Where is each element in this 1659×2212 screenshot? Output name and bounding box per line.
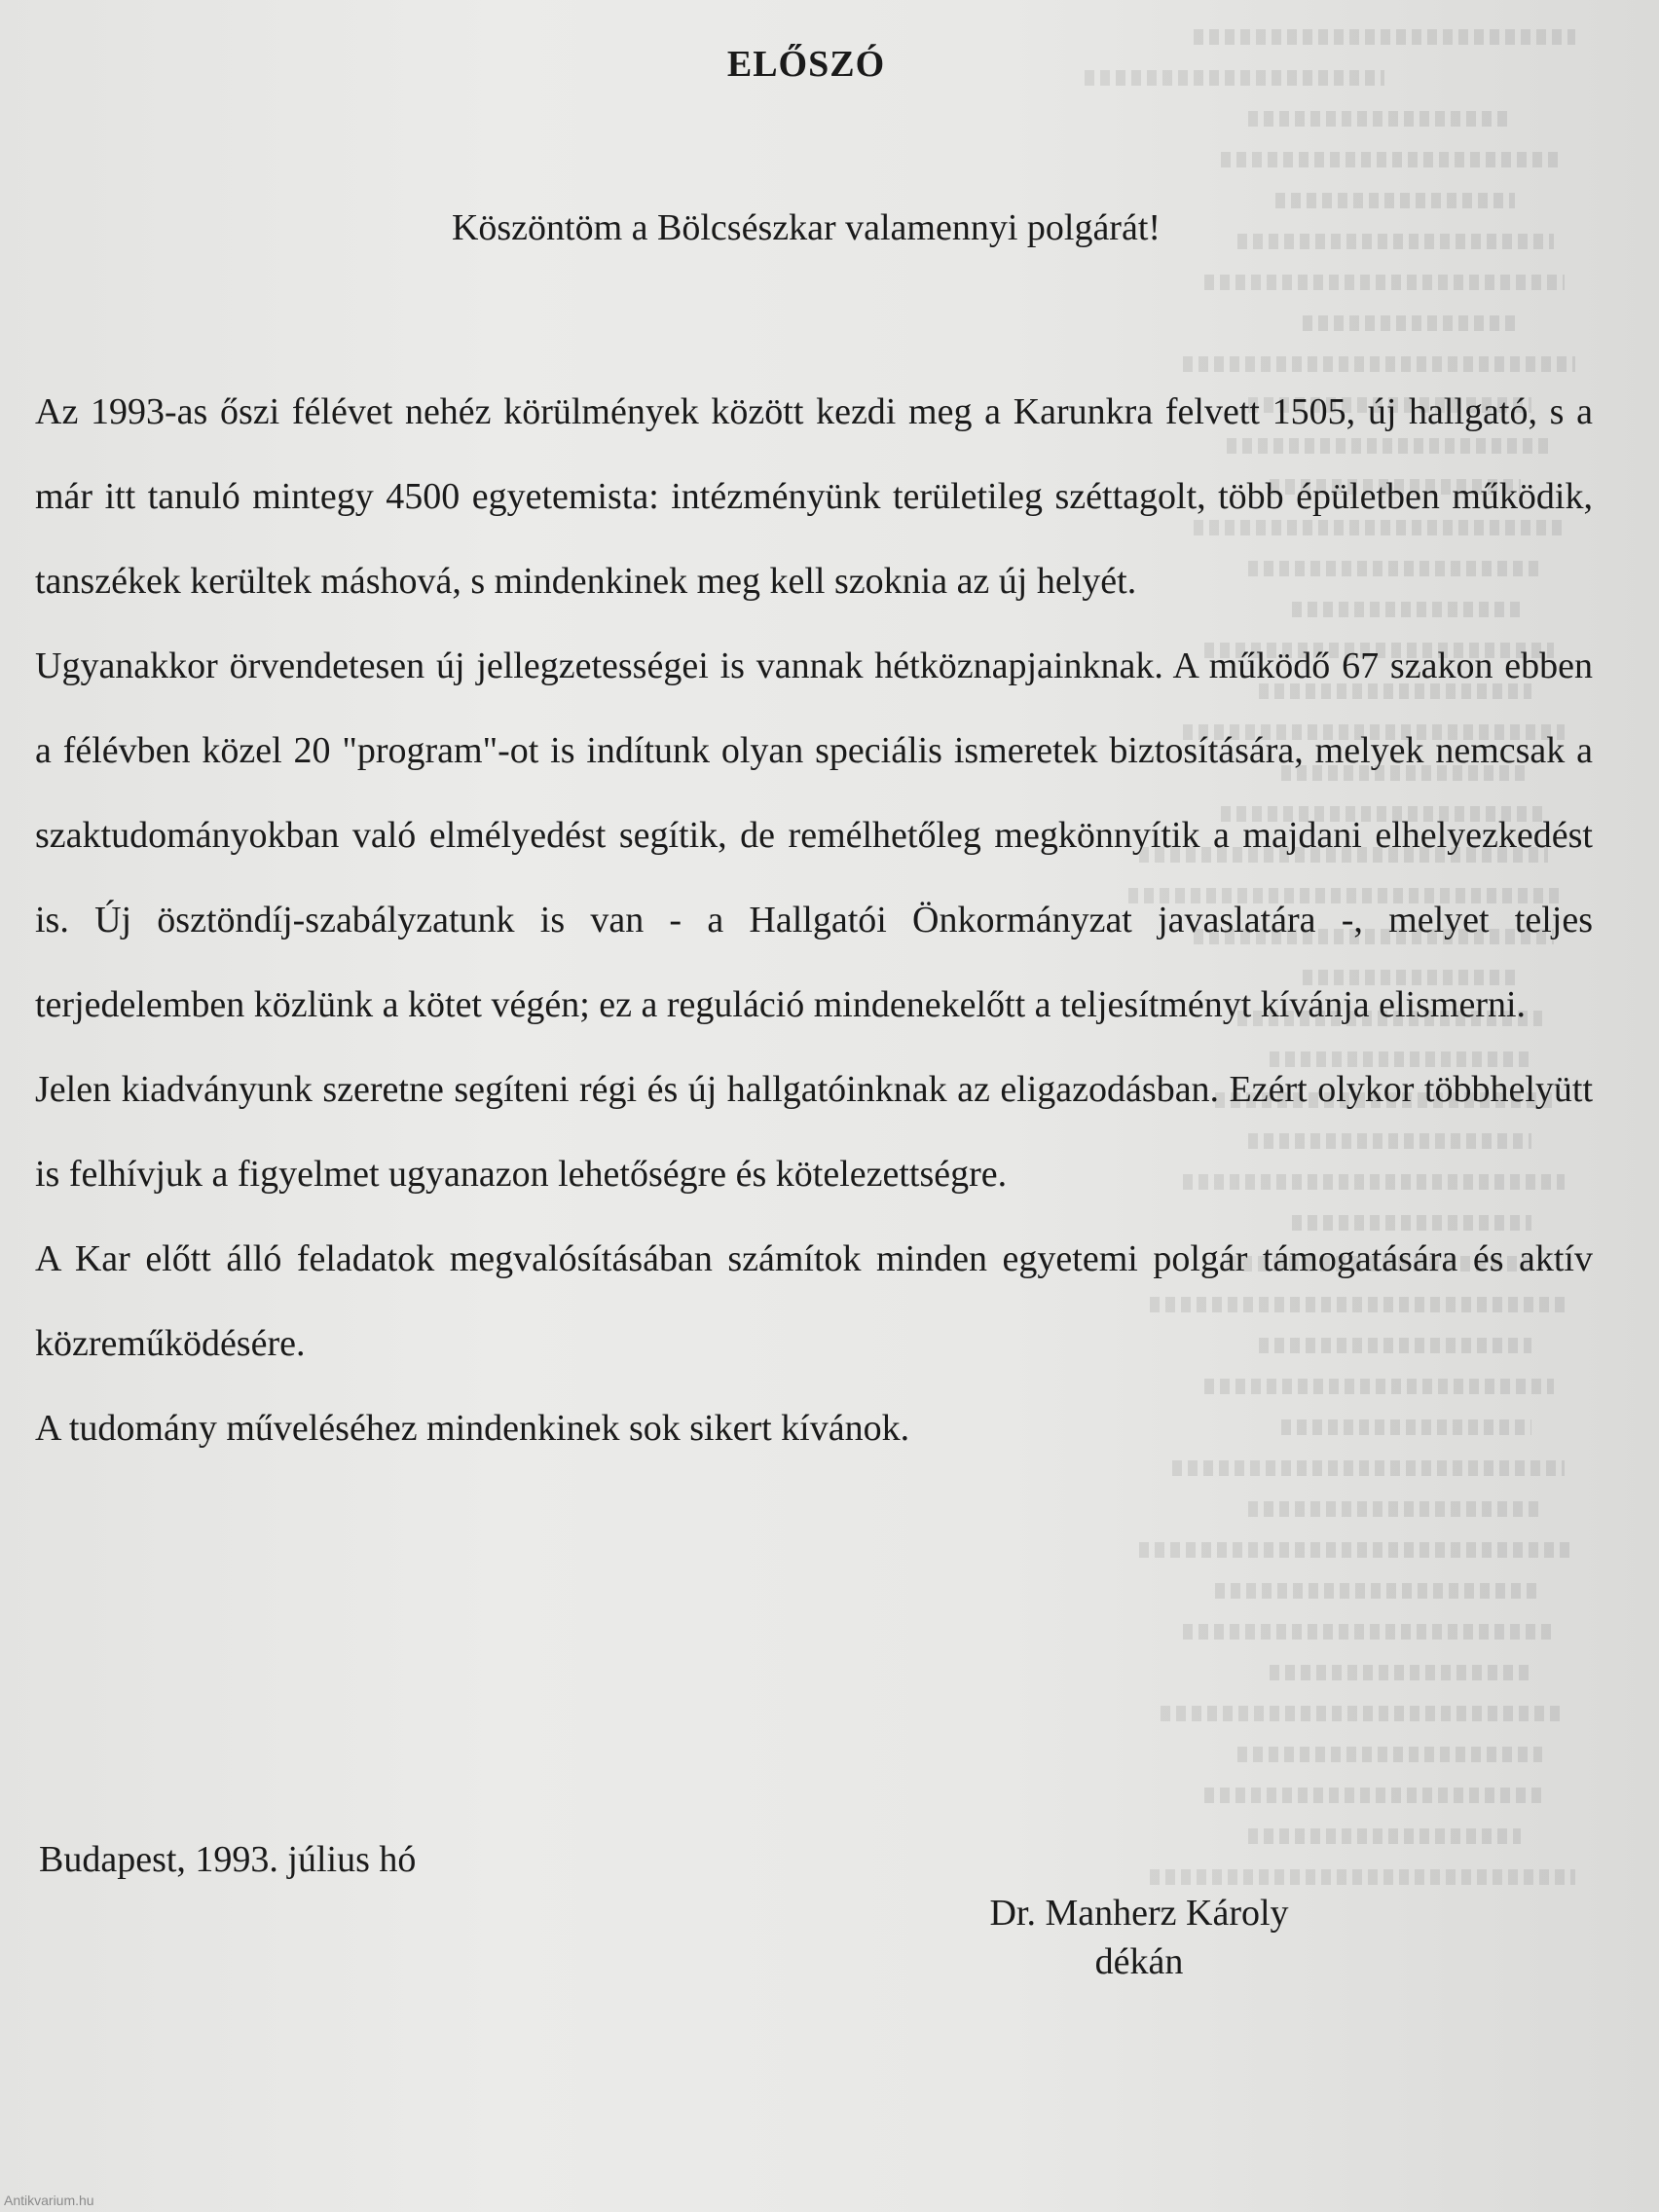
signature-block bbox=[935, 1889, 1344, 1986]
body-text bbox=[35, 370, 1593, 1471]
signature-title: dékán bbox=[1094, 1941, 1184, 1982]
signature-name: Dr. Manherz Károly bbox=[989, 1893, 1289, 1934]
paragraph: Jelen kiadványunk szeretne segíteni régi és új hallgatóinknak az eligazodásban. Ezért olykor többhelyütt is felhívjuk a figyelmet ugyanazon lehetőségre és kötelezettségre. bbox=[35, 1069, 1593, 1195]
watermark-label: Antikvarium.hu bbox=[4, 2193, 94, 2208]
paragraph: A tudomány műveléséhez mindenkinek sok sikert kívánok. bbox=[35, 1408, 910, 1449]
paragraph: Az 1993-as őszi félévet nehéz körülmények között kezdi meg a Karunkra felvett 1505, új hallgató, s a már itt tanuló mintegy 4500 egyetemista: intézményünk területileg széttagolt, több épületben működik, tanszékek kerültek máshová, s mindenkinek meg kell szoknia az új helyét. bbox=[35, 391, 1593, 602]
page-title: ELŐSZÓ bbox=[726, 44, 886, 85]
greeting-line: Köszöntöm a Bölcsészkar valamennyi polgárát! bbox=[451, 207, 1161, 248]
paragraph: Ugyanakkor örvendetesen új jellegzetességei is vannak hétköznapjainknak. A működő 67 szakon ebben a félévben közel 20 "program"-ot is indítunk olyan speciális ismeretek biztosítására, melyek nemcsak a szaktudományokban való elmélyedést segítik, de remélhetőleg megkönnyítik a majdani elhelyezkedést is. Új ösztöndíj-szabályzatunk is van - a Hallgatói Önkormányzat javaslatára -, melyet teljes terjedelemben közlünk a kötet végén; ez a reguláció mindenekelőtt a teljesítményt kívánja elismerni. bbox=[35, 645, 1593, 1025]
paragraph: A Kar előtt álló feladatok megvalósításában számítok minden egyetemi polgár támogatására és aktív közreműködésére. bbox=[35, 1238, 1593, 1364]
place-date: Budapest, 1993. július hó bbox=[39, 1839, 417, 1880]
